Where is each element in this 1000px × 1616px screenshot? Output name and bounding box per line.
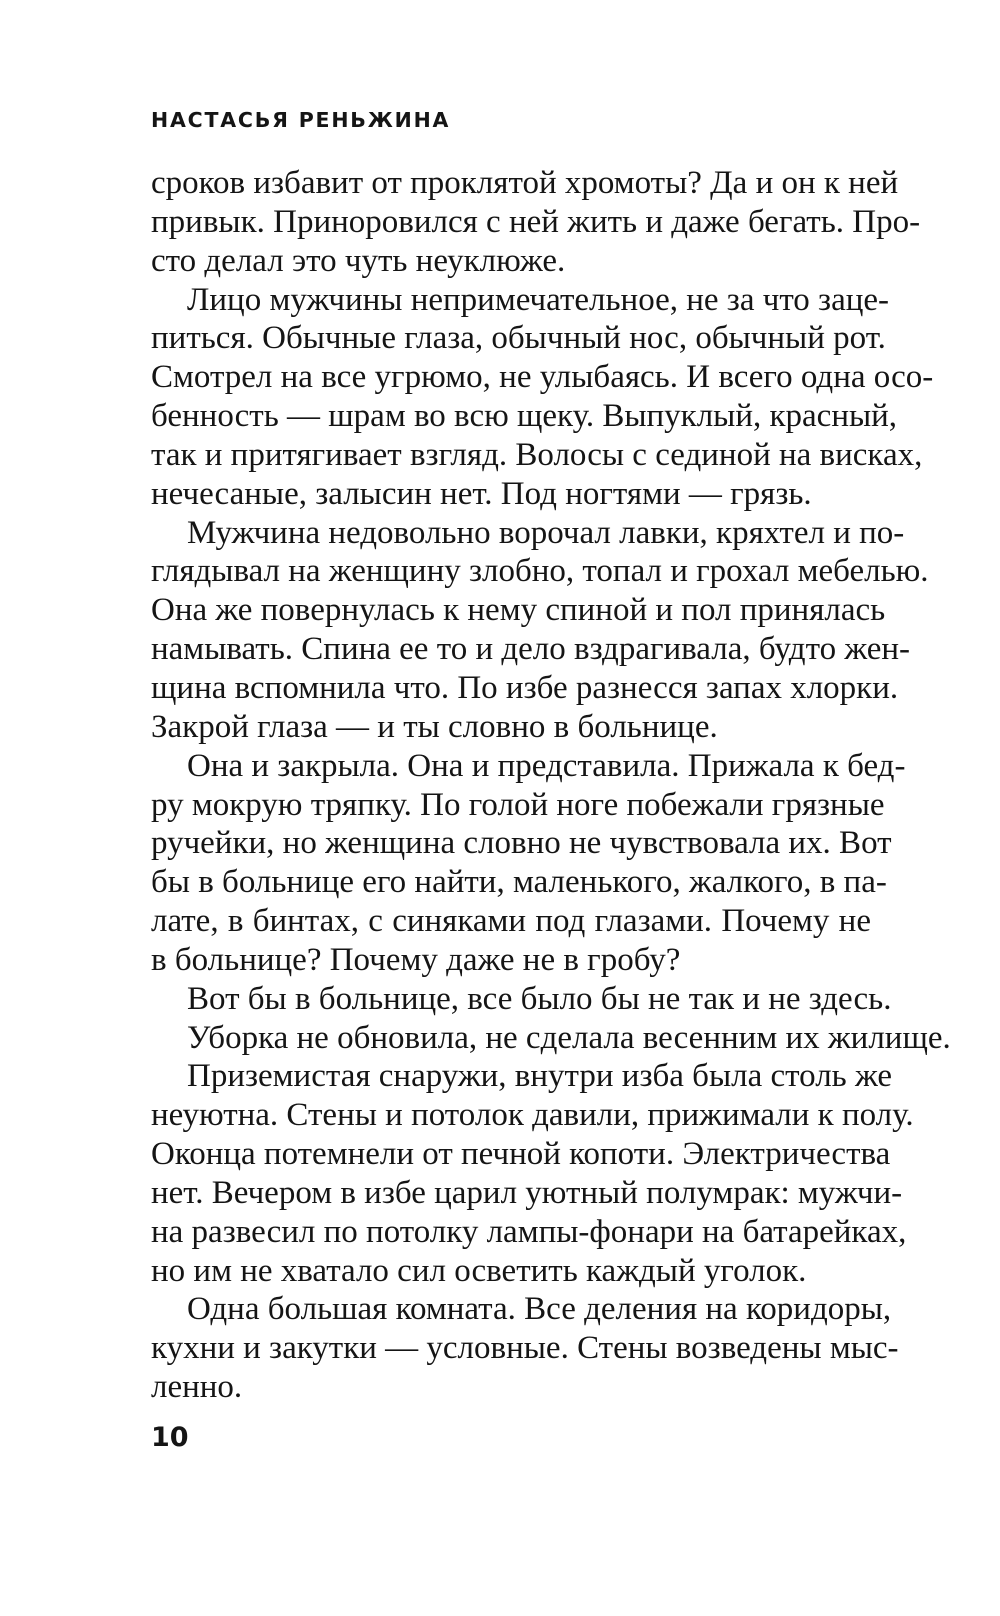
text-line: но им не хватало сил осветить каждый уголок. [151,1252,807,1289]
text-line: ру мокрую тряпку. По голой ноге побежали грязные [151,786,885,823]
text-line: ручейки, но женщина словно не чувствовала их. Вот [151,825,892,862]
text-line: глядывал на женщину злобно, топал и грохал мебелью. [151,553,929,590]
page-number: 10 [151,1422,189,1453]
text-line: Она же повернулась к нему спиной и пол принялась [151,592,886,629]
text-line: бы в больнице его найти, маленького, жалкого, в па- [151,864,887,901]
text-line: на развесил по потолку лампы-фонари на батарейках, [151,1213,907,1250]
text-line: неуютна. Стены и потолок давили, прижимали к полу. [151,1097,914,1134]
text-line: сроков избавит от проклятой хромоты? Да и он к ней [151,165,899,201]
text-line: Оконца потемнели от печной копоти. Электричества [151,1136,891,1173]
text-line: кухни и закутки — условные. Стены возведены мыс- [151,1330,899,1367]
body-text [151,164,951,1407]
text-line: бенность — шрам во всю щеку. Выпуклый, красный, [151,398,898,435]
text-line: щина вспомнила что. По избе разнесся запах хлорки. [151,669,899,706]
text-line: нечесаные, залысин нет. Под ногтями — грязь. [151,475,812,512]
text-line: Вот бы в больнице, все было бы не так и не здесь. [187,980,892,1017]
text-line: Она и закрыла. Она и представила. Прижала к бед- [187,747,906,784]
text-line: в больнице? Почему даже не в гробу? [151,941,681,978]
text-line: так и притягивает взгляд. Волосы с сединой на висках, [151,436,923,473]
text-line: Одна большая комната. Все деления на коридоры, [187,1291,892,1328]
text-line: питься. Обычные глаза, обычный нос, обычный рот. [151,320,886,357]
text-line: Приземистая снаружи, внутри изба была столь же [187,1058,892,1095]
text-line: Закрой глаза — и ты словно в больнице. [151,708,718,745]
text-line: Смотрел на все угрюмо, не улыбаясь. И всего одна осо- [151,359,934,396]
text-line: нет. Вечером в избе царил уютный полумрак: мужчи- [151,1174,903,1211]
text-line: Мужчина недовольно ворочал лавки, кряхтел и по- [187,514,905,551]
text-line: лате, в бинтах, с синяками под глазами. Почему не [151,903,871,940]
text-line: намывать. Спина ее то и дело вздрагивала, будто жен- [151,631,910,668]
text-line: Лицо мужчины непримечательное, не за что заце- [187,281,890,318]
text-line: Уборка не обновила, не сделала весенним их жилище. [187,1019,951,1056]
text-line: сто делал это чуть неуклюже. [151,242,566,279]
running-head-author: НАСТАСЬЯ РЕНЬЖИНА [151,108,451,132]
text-line: ленно. [151,1369,243,1406]
text-line: привык. Приноровился с ней жить и даже бегать. Про- [151,203,921,240]
